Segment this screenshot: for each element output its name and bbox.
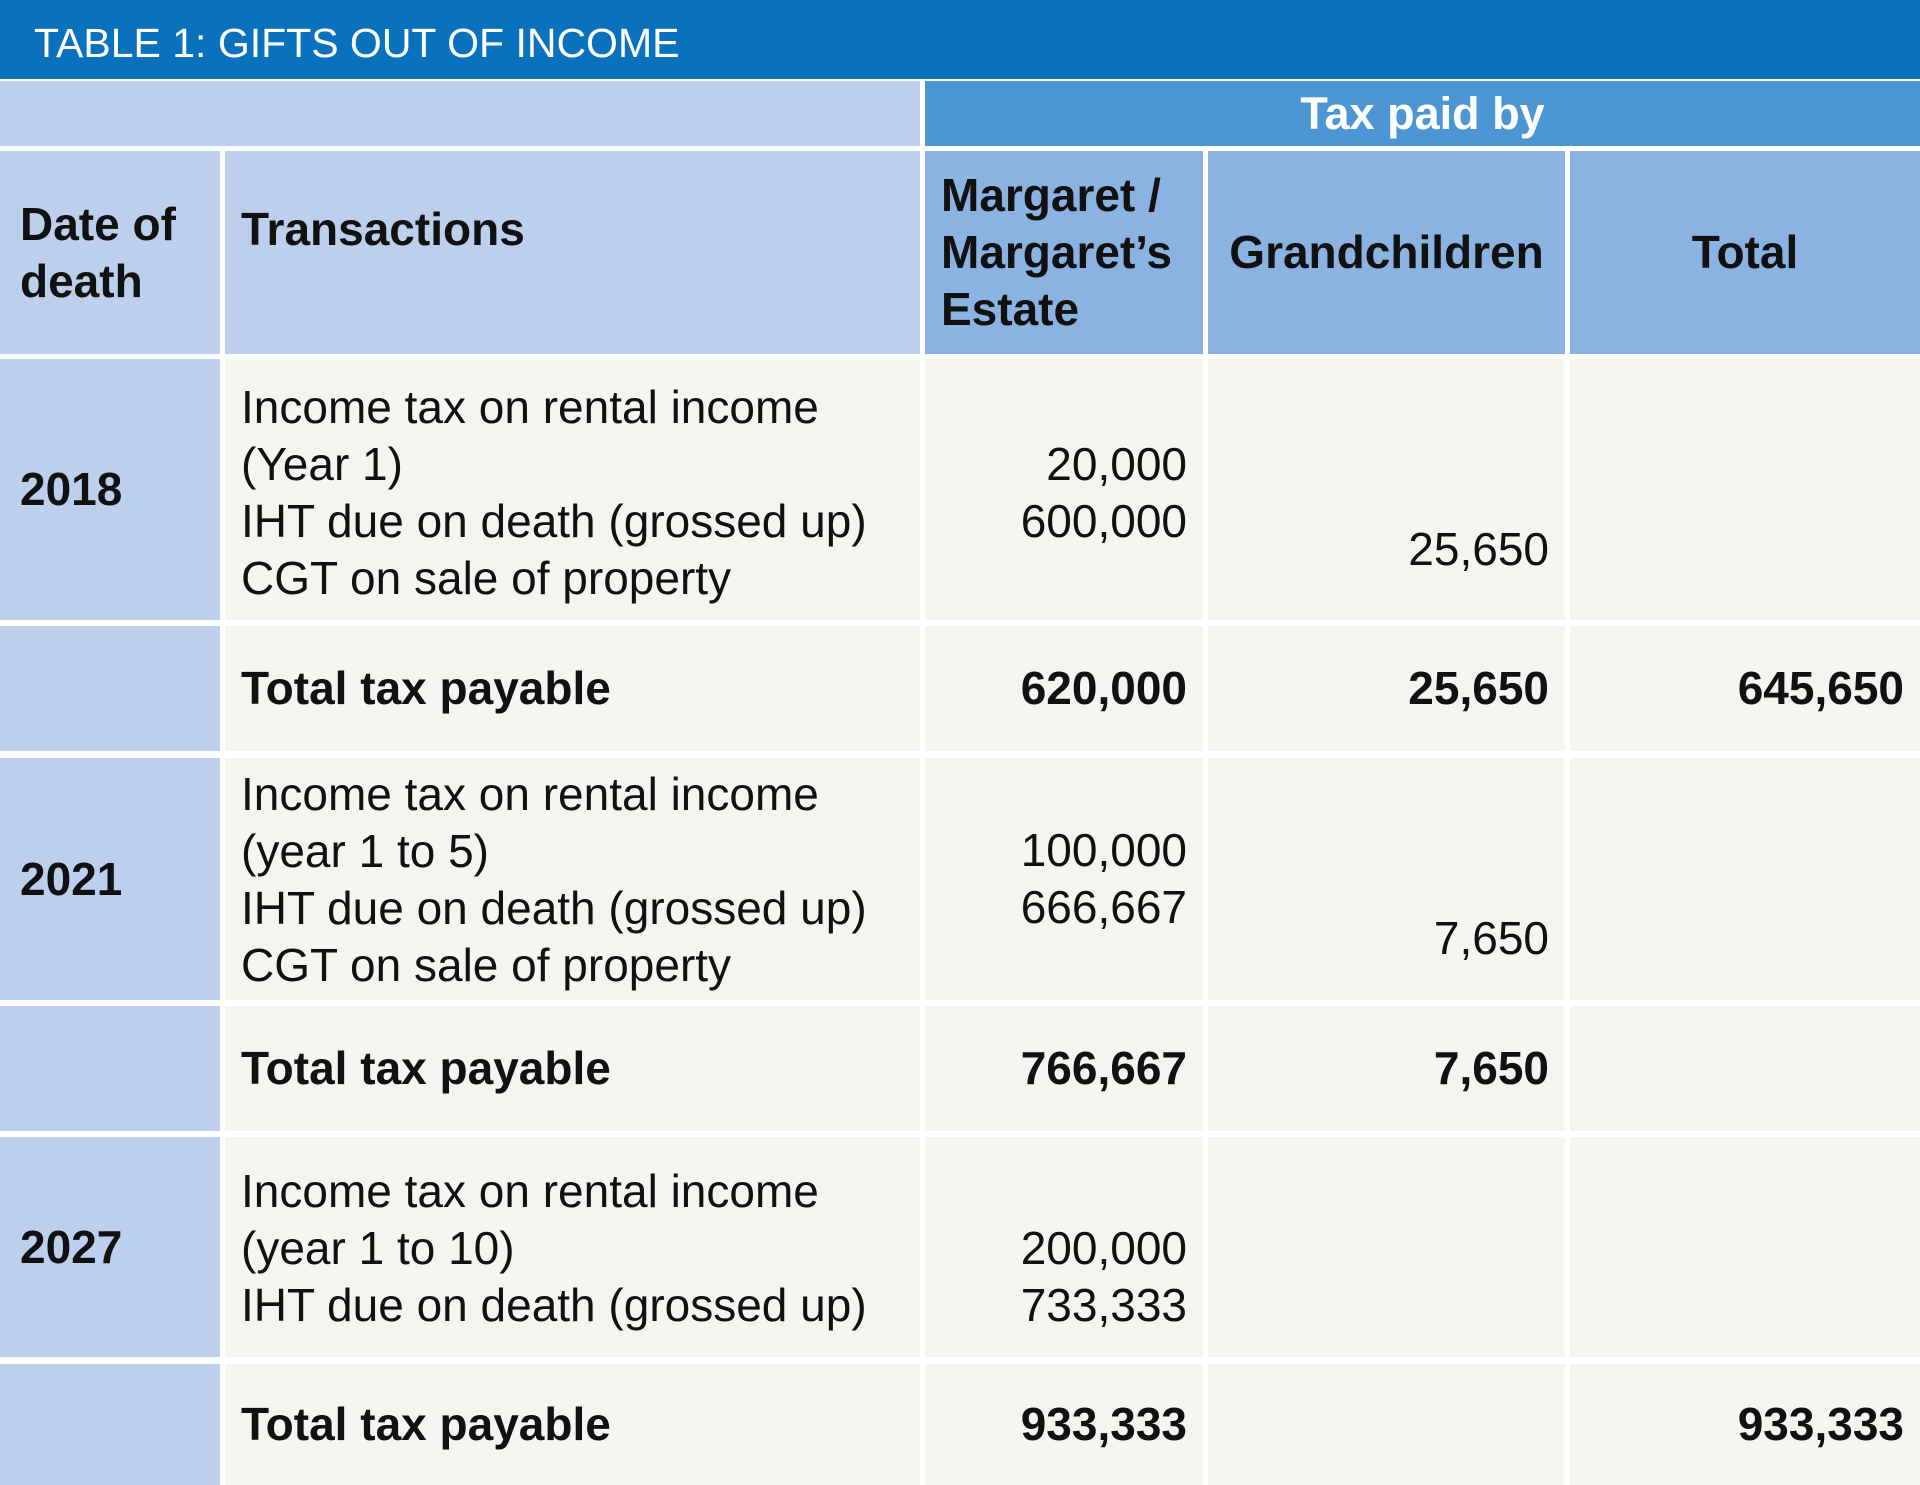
amount: 600,000 (1020, 495, 1187, 547)
column-header-date-text: Date of death (20, 197, 176, 307)
group-header-spacer (0, 81, 920, 146)
transaction-line: IHT due on death (grossed up) (241, 882, 867, 934)
row-2018-total-total: 645,650 (1570, 626, 1920, 751)
row-2027-total-spacer (0, 1364, 220, 1485)
row-2021-total (1570, 758, 1920, 1000)
row-2027-year: 2027 (0, 1137, 220, 1357)
row-2018-transactions (225, 359, 920, 620)
row-2027-total (1570, 1137, 1920, 1357)
row-2018-total-grandchildren: 25,650 (1208, 626, 1565, 751)
column-header-grandchildren: Grandchildren (1208, 151, 1565, 354)
row-2018-total (1570, 359, 1920, 620)
transaction-line: (year 1 to 10) (241, 1222, 515, 1274)
transaction-line: IHT due on death (grossed up) (241, 495, 867, 547)
transaction-line: Income tax on rental income (241, 381, 819, 433)
row-2021-total-spacer (0, 1006, 220, 1131)
row-2018-grandchildren: 25,650 (1208, 359, 1565, 620)
transaction-line: IHT due on death (grossed up) (241, 1279, 867, 1331)
row-2027-grandchildren (1208, 1137, 1565, 1357)
row-2021-total-total (1570, 1006, 1920, 1131)
row-2018-year: 2018 (0, 359, 220, 620)
row-2027-margaret (925, 1137, 1203, 1357)
column-header-transactions: Transactions (225, 151, 920, 354)
row-2027-total-total: 933,333 (1570, 1364, 1920, 1485)
row-2021-transactions (225, 758, 920, 1000)
amount: 100,000 (1020, 824, 1187, 876)
column-header-margaret (925, 151, 1203, 354)
transaction-line: Income tax on rental income (241, 1165, 819, 1217)
row-2021-grandchildren: 7,650 (1208, 758, 1565, 1000)
column-header-date (0, 151, 220, 354)
row-2027-total-margaret: 933,333 (925, 1364, 1203, 1485)
row-2018-margaret (925, 359, 1203, 620)
column-header-total: Total (1570, 151, 1920, 354)
column-header-margaret-text: Margaret / Margaret’s Estate (941, 169, 1172, 335)
transaction-line: CGT on sale of property (241, 939, 732, 991)
row-2018-total-label: Total tax payable (225, 626, 920, 751)
transaction-line: (Year 1) (241, 438, 403, 490)
row-2027-total-label: Total tax payable (225, 1364, 920, 1485)
row-2021-year: 2021 (0, 758, 220, 1000)
amount: 666,667 (1020, 881, 1187, 933)
row-2027-transactions (225, 1137, 920, 1357)
row-2021-margaret (925, 758, 1203, 1000)
row-2021-total-grandchildren: 7,650 (1208, 1006, 1565, 1131)
row-2018-total-spacer (0, 626, 220, 751)
row-2021-total-label: Total tax payable (225, 1006, 920, 1131)
amount: 20,000 (1046, 438, 1187, 490)
row-2027-total-grandchildren (1208, 1364, 1565, 1485)
table-title: TABLE 1: GIFTS OUT OF INCOME (0, 0, 1920, 79)
group-header-tax-paid-by: Tax paid by (925, 81, 1920, 146)
row-2018-total-margaret: 620,000 (925, 626, 1203, 751)
transaction-line: CGT on sale of property (241, 552, 732, 604)
transaction-line: (year 1 to 5) (241, 825, 489, 877)
amount: 733,333 (1020, 1279, 1187, 1331)
amount: 200,000 (1020, 1222, 1187, 1274)
transaction-line: Income tax on rental income (241, 768, 819, 820)
row-2021-total-margaret: 766,667 (925, 1006, 1203, 1131)
